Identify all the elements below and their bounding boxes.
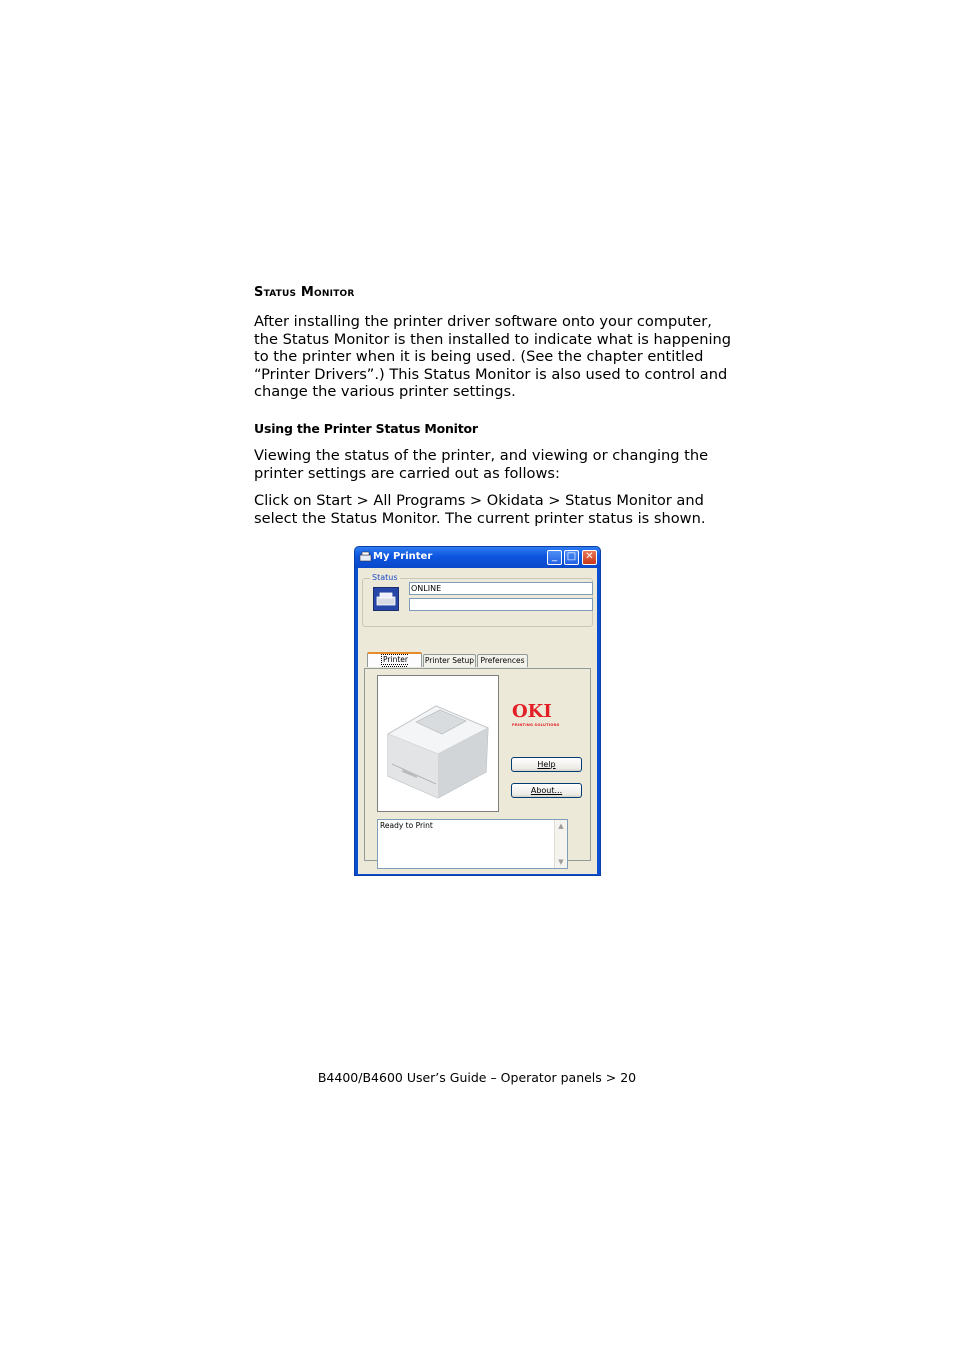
intro-paragraph: After installing the printer driver software onto your computer, the Status Monitor is then installed to indicate what is happening to the printer when it is being used. (See the chapter entitled “Printer Drivers”.) This Status Monitor is also used to control and change the various printer settings.	[254, 313, 732, 401]
window-title: My Printer	[373, 551, 433, 562]
status-message: Ready to Print	[380, 821, 433, 830]
message-scrollbar[interactable]	[554, 820, 567, 868]
printer-status-icon	[373, 587, 399, 611]
section-heading: Status Monitor	[254, 285, 355, 300]
status-field: ONLINE	[409, 582, 593, 595]
maximize-icon: □	[566, 551, 577, 562]
close-button[interactable]	[582, 550, 597, 565]
minimize-icon: _	[552, 551, 557, 562]
oki-logo: OKI	[512, 701, 552, 722]
status-message-box	[377, 819, 568, 869]
about-button[interactable]: About...	[511, 783, 582, 798]
help-button[interactable]: Help	[511, 757, 582, 772]
subsection-heading: Using the Printer Status Monitor	[254, 421, 478, 436]
status-detail-field	[409, 598, 593, 611]
instructions-paragraph-2: Click on Start > All Programs > Okidata > Status Monitor and select the Status Monitor. The current printer status is shown.	[254, 492, 706, 527]
status-monitor-window	[354, 546, 601, 876]
minimize-button[interactable]	[547, 550, 562, 565]
tab-preferences[interactable]: Preferences	[477, 654, 528, 667]
close-icon: ✕	[585, 551, 594, 562]
status-groupbox	[362, 573, 593, 627]
scroll-up-icon[interactable]: ▲	[558, 822, 564, 830]
window-client-area	[358, 568, 597, 874]
scroll-down-icon[interactable]: ▼	[558, 858, 564, 866]
tab-printer-setup[interactable]: Printer Setup	[424, 656, 475, 665]
printer-image	[377, 675, 499, 812]
status-group-label: Status	[372, 573, 398, 582]
instructions-paragraph-1: Viewing the status of the printer, and viewing or changing the printer settings are carried out as follows:	[254, 447, 709, 482]
tab-printer-status[interactable]: Printer	[367, 652, 422, 667]
oki-logo-tagline: PRINTING SOLUTIONS	[512, 723, 560, 727]
printer-icon	[359, 551, 372, 563]
printer-status-panel	[364, 668, 591, 866]
maximize-button[interactable]	[564, 550, 579, 565]
window-titlebar[interactable]	[355, 547, 600, 568]
page-footer: B4400/B4600 User’s Guide – Operator panels > 20	[317, 1070, 637, 1085]
